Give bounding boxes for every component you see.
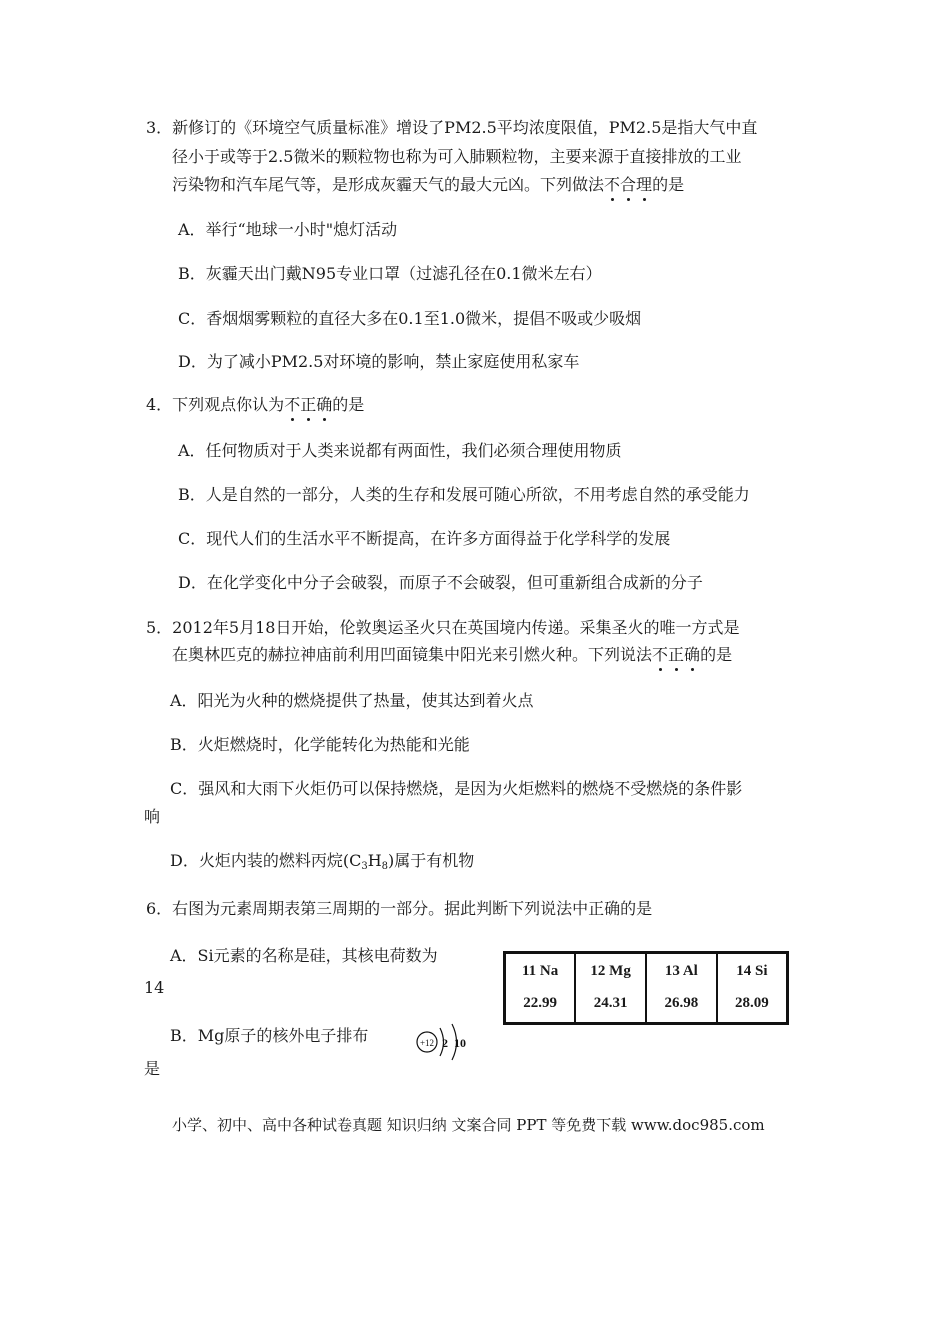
q3-stem-line1: 3．新修订的《环境空气质量标准》增设了PM2.5平均浓度限值，PM2.5是指大气中直 — [146, 118, 758, 137]
q3-option-c: C．香烟烟雾颗粒的直径大多在0.1至1.0微米，提倡不吸或少吸烟 — [178, 309, 642, 328]
emphasis-char: 理 — [636, 175, 653, 194]
q5-option-c-line1: C．强风和大雨下火炬仍可以保持燃烧，是因为火炬燃料的燃烧不受燃烧的条件影 — [170, 779, 743, 798]
q6-option-a-line2: 14 — [144, 978, 165, 997]
element-cell-mg: 12 Mg 24.31 — [575, 953, 646, 1024]
q5-option-a: A．阳光为火种的燃烧提供了热量，使其达到着火点 — [170, 691, 534, 710]
q3-option-a: A．举行“地球一小时"熄灯活动 — [178, 220, 398, 239]
q4-option-a: A．任何物质对于人类来说都有两面性，我们必须合理使用物质 — [178, 441, 622, 460]
element-cell-si: 14 Si 28.09 — [717, 953, 788, 1024]
element-cell-na: 11 Na 22.99 — [505, 953, 576, 1024]
atom-structure-diagram — [414, 1020, 472, 1064]
q4-option-c: C．现代人们的生活水平不断提高，在许多方面得益于化学科学的发展 — [178, 529, 671, 548]
q3-stem-line3: 污染物和汽车尾气等，是形成灰霾天气的最大元凶。下列做法不合理的是 — [172, 175, 685, 194]
emphasis-char: 正 — [300, 395, 317, 414]
q3-option-b: B．灰霾天出门戴N95专业口罩（过滤孔径在0.1微米左右） — [178, 264, 602, 283]
emphasis-char: 不 — [284, 395, 301, 414]
emphasis-char: 不 — [604, 175, 621, 194]
emphasis-char: 确 — [316, 395, 333, 414]
page-footer: 小学、初中、高中各种试卷真题 知识归纳 文案合同 PPT 等免费下载 www.doc985.com — [172, 1116, 765, 1134]
shell-2-electrons: 10 — [454, 1036, 466, 1050]
emphasis-char: 合 — [620, 175, 637, 194]
emphasis-char: 确 — [684, 645, 701, 664]
shell-1-electrons: 2 — [442, 1036, 448, 1050]
q3-option-d: D．为了减小PM2.5对环境的影响，禁止家庭使用私家车 — [178, 352, 580, 371]
q6-option-a-line1: A．Si元素的名称是硅，其核电荷数为 — [170, 946, 438, 965]
q5-stem-line2: 在奥林匹克的赫拉神庙前利用凹面镜集中阳光来引燃火种。下列说法不正确的是 — [172, 645, 733, 664]
q6-option-b-line2: 是 — [144, 1059, 161, 1078]
q6-option-b-line1: B．Mg原子的核外电子排布 — [170, 1026, 369, 1045]
q5-option-d: D．火炬内装的燃料丙烷$(C_3H_8)$属于有机物 — [170, 851, 475, 872]
element-cell-al: 13 Al 26.98 — [646, 953, 717, 1024]
q3-stem-line2: 径小于或等于2.5微米的颗粒物也称为可入肺颗粒物，主要来源于直接排放的工业 — [172, 147, 742, 166]
q5-option-b: B．火炬燃烧时，化学能转化为热能和光能 — [170, 735, 470, 754]
q4-stem: 4．下列观点你认为不正确的是 — [146, 395, 365, 414]
emphasis-char: 正 — [668, 645, 685, 664]
nucleus-charge: +12 — [419, 1038, 435, 1048]
emphasis-char: 不 — [652, 645, 669, 664]
q5-stem-line1: 5．2012年5月18日开始，伦敦奥运圣火只在英国境内传递。采集圣火的唯一方式是 — [146, 618, 740, 637]
q4-option-b: B．人是自然的一部分，人类的生存和发展可随心所欲，不用考虑自然的承受能力 — [178, 485, 750, 504]
q6-stem: 6．右图为元素周期表第三周期的一部分。据此判断下列说法中正确的是 — [146, 899, 653, 918]
q5-option-c-line2: 响 — [144, 807, 161, 826]
periodic-table-excerpt — [503, 951, 789, 1025]
q4-option-d: D．在化学变化中分子会破裂，而原子不会破裂，但可重新组合成新的分子 — [178, 573, 703, 592]
